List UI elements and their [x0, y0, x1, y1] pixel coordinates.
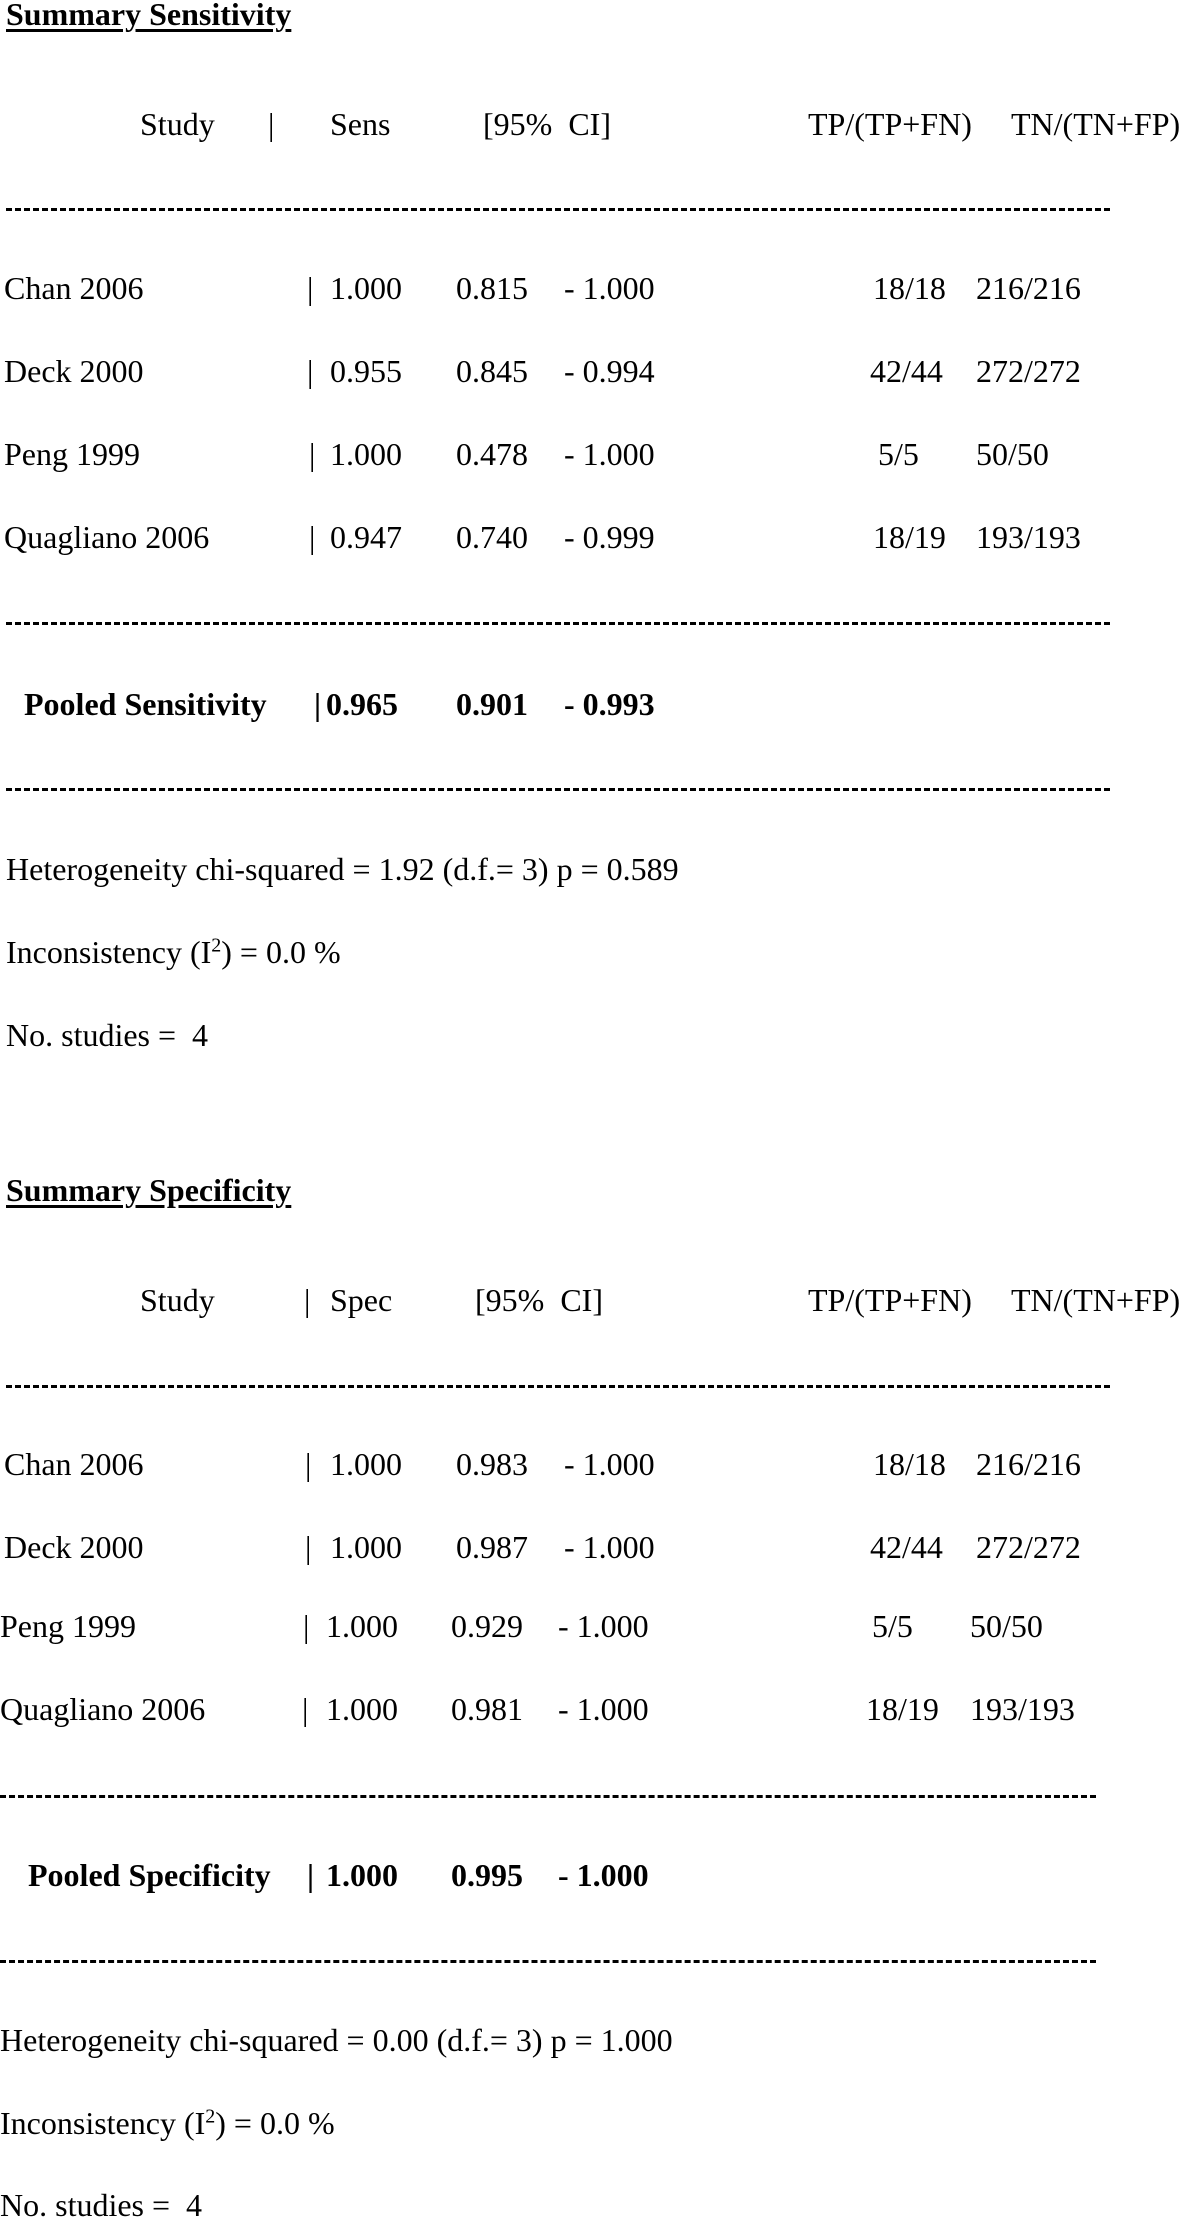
- divider: [6, 1385, 1110, 1388]
- study-count: No. studies = 4: [0, 2187, 203, 2223]
- value: 1.000: [330, 270, 402, 306]
- separator: |: [302, 1691, 309, 1727]
- pooled-ci-high: - 0.993: [564, 686, 655, 722]
- header-study: Study: [140, 106, 215, 142]
- header-separator: |: [304, 1282, 311, 1318]
- study-name: Chan 2006: [4, 270, 144, 306]
- inconsistency-superscript: 2: [205, 2105, 216, 2128]
- separator: |: [307, 1857, 315, 1893]
- value: 1.000: [330, 436, 402, 472]
- ci-high: - 1.000: [564, 1446, 655, 1482]
- header-study: Study: [140, 1282, 215, 1318]
- study-name: Peng 1999: [4, 436, 140, 472]
- header-sens: Sens: [330, 106, 391, 142]
- sensitivity-title: Summary Sensitivity: [6, 0, 292, 32]
- separator: |: [305, 1446, 312, 1482]
- ci-high: - 0.999: [564, 519, 655, 555]
- divider: [0, 1960, 1096, 1963]
- pooled-label: Pooled Specificity: [28, 1857, 271, 1893]
- header-tp: TP/(TP+FN): [808, 106, 972, 142]
- pooled-value: 1.000: [326, 1857, 398, 1893]
- study-name: Deck 2000: [4, 1529, 144, 1565]
- pooled-ci-high: - 1.000: [558, 1857, 649, 1893]
- value: 0.947: [330, 519, 402, 555]
- ci-low: 0.815: [456, 270, 528, 306]
- separator: |: [309, 519, 316, 555]
- inconsistency-stat: [6, 934, 341, 970]
- divider: [6, 208, 1110, 211]
- inconsistency-stat: [0, 2105, 335, 2141]
- pooled-value: 0.965: [326, 686, 398, 722]
- separator: |: [303, 1608, 310, 1644]
- header-ci: [95% CI]: [483, 106, 611, 142]
- tn-ratio: 272/272: [976, 353, 1081, 389]
- ci-high: - 1.000: [564, 1529, 655, 1565]
- inconsistency-superscript: 2: [211, 934, 222, 957]
- value: 0.955: [330, 353, 402, 389]
- tn-ratio: 193/193: [970, 1691, 1075, 1727]
- header-tn: TN/(TN+FP): [1011, 106, 1181, 142]
- tp-ratio: 18/18: [873, 1446, 946, 1482]
- divider: [0, 1795, 1096, 1798]
- tn-ratio: 193/193: [976, 519, 1081, 555]
- heterogeneity-stat: Heterogeneity chi-squared = 1.92 (d.f.= 3) p = 0.589: [6, 851, 679, 887]
- tn-ratio: 216/216: [976, 270, 1081, 306]
- header-separator: |: [268, 106, 275, 142]
- separator: |: [307, 270, 314, 306]
- study-name: Peng 1999: [0, 1608, 136, 1644]
- value: 1.000: [326, 1691, 398, 1727]
- divider: [6, 788, 1110, 791]
- ci-low: 0.845: [456, 353, 528, 389]
- ci-low: 0.981: [451, 1691, 523, 1727]
- study-name: Deck 2000: [4, 353, 144, 389]
- ci-high: - 0.994: [564, 353, 655, 389]
- header-tp: TP/(TP+FN): [808, 1282, 972, 1318]
- header-ci: [95% CI]: [475, 1282, 603, 1318]
- separator: |: [305, 1529, 312, 1565]
- tn-ratio: 272/272: [976, 1529, 1081, 1565]
- tp-ratio: 42/44: [870, 353, 943, 389]
- inconsistency-prefix: Inconsistency (I: [6, 934, 212, 970]
- study-name: Quagliano 2006: [4, 519, 210, 555]
- study-count: No. studies = 4: [6, 1017, 209, 1053]
- ci-low: 0.740: [456, 519, 528, 555]
- header-tn: TN/(TN+FP): [1011, 1282, 1181, 1318]
- tp-ratio: 42/44: [870, 1529, 943, 1565]
- ci-high: - 1.000: [558, 1608, 649, 1644]
- separator: |: [309, 436, 316, 472]
- separator: |: [314, 686, 322, 722]
- ci-high: - 1.000: [564, 270, 655, 306]
- study-name: Chan 2006: [4, 1446, 144, 1482]
- header-spec: Spec: [330, 1282, 393, 1318]
- pooled-label: Pooled Sensitivity: [24, 686, 267, 722]
- value: 1.000: [330, 1446, 402, 1482]
- specificity-title: Summary Specificity: [6, 1172, 292, 1208]
- divider: [6, 622, 1110, 625]
- ci-high: - 1.000: [564, 436, 655, 472]
- tn-ratio: 50/50: [976, 436, 1049, 472]
- tp-ratio: 18/18: [873, 270, 946, 306]
- pooled-ci-low: 0.901: [456, 686, 528, 722]
- ci-low: 0.983: [456, 1446, 528, 1482]
- tp-ratio: 18/19: [873, 519, 946, 555]
- ci-low: 0.987: [456, 1529, 528, 1565]
- tn-ratio: 50/50: [970, 1608, 1043, 1644]
- inconsistency-suffix: ) = 0.0 %: [221, 934, 341, 970]
- tn-ratio: 216/216: [976, 1446, 1081, 1482]
- inconsistency-suffix: ) = 0.0 %: [215, 2105, 335, 2141]
- tp-ratio: 5/5: [872, 1608, 913, 1644]
- ci-low: 0.478: [456, 436, 528, 472]
- separator: |: [307, 353, 314, 389]
- study-name: Quagliano 2006: [0, 1691, 206, 1727]
- ci-low: 0.929: [451, 1608, 523, 1644]
- tp-ratio: 18/19: [866, 1691, 939, 1727]
- inconsistency-prefix: Inconsistency (I: [0, 2105, 206, 2141]
- pooled-ci-low: 0.995: [451, 1857, 523, 1893]
- heterogeneity-stat: Heterogeneity chi-squared = 0.00 (d.f.= 3) p = 1.000: [0, 2022, 673, 2058]
- ci-high: - 1.000: [558, 1691, 649, 1727]
- tp-ratio: 5/5: [878, 436, 919, 472]
- value: 1.000: [326, 1608, 398, 1644]
- value: 1.000: [330, 1529, 402, 1565]
